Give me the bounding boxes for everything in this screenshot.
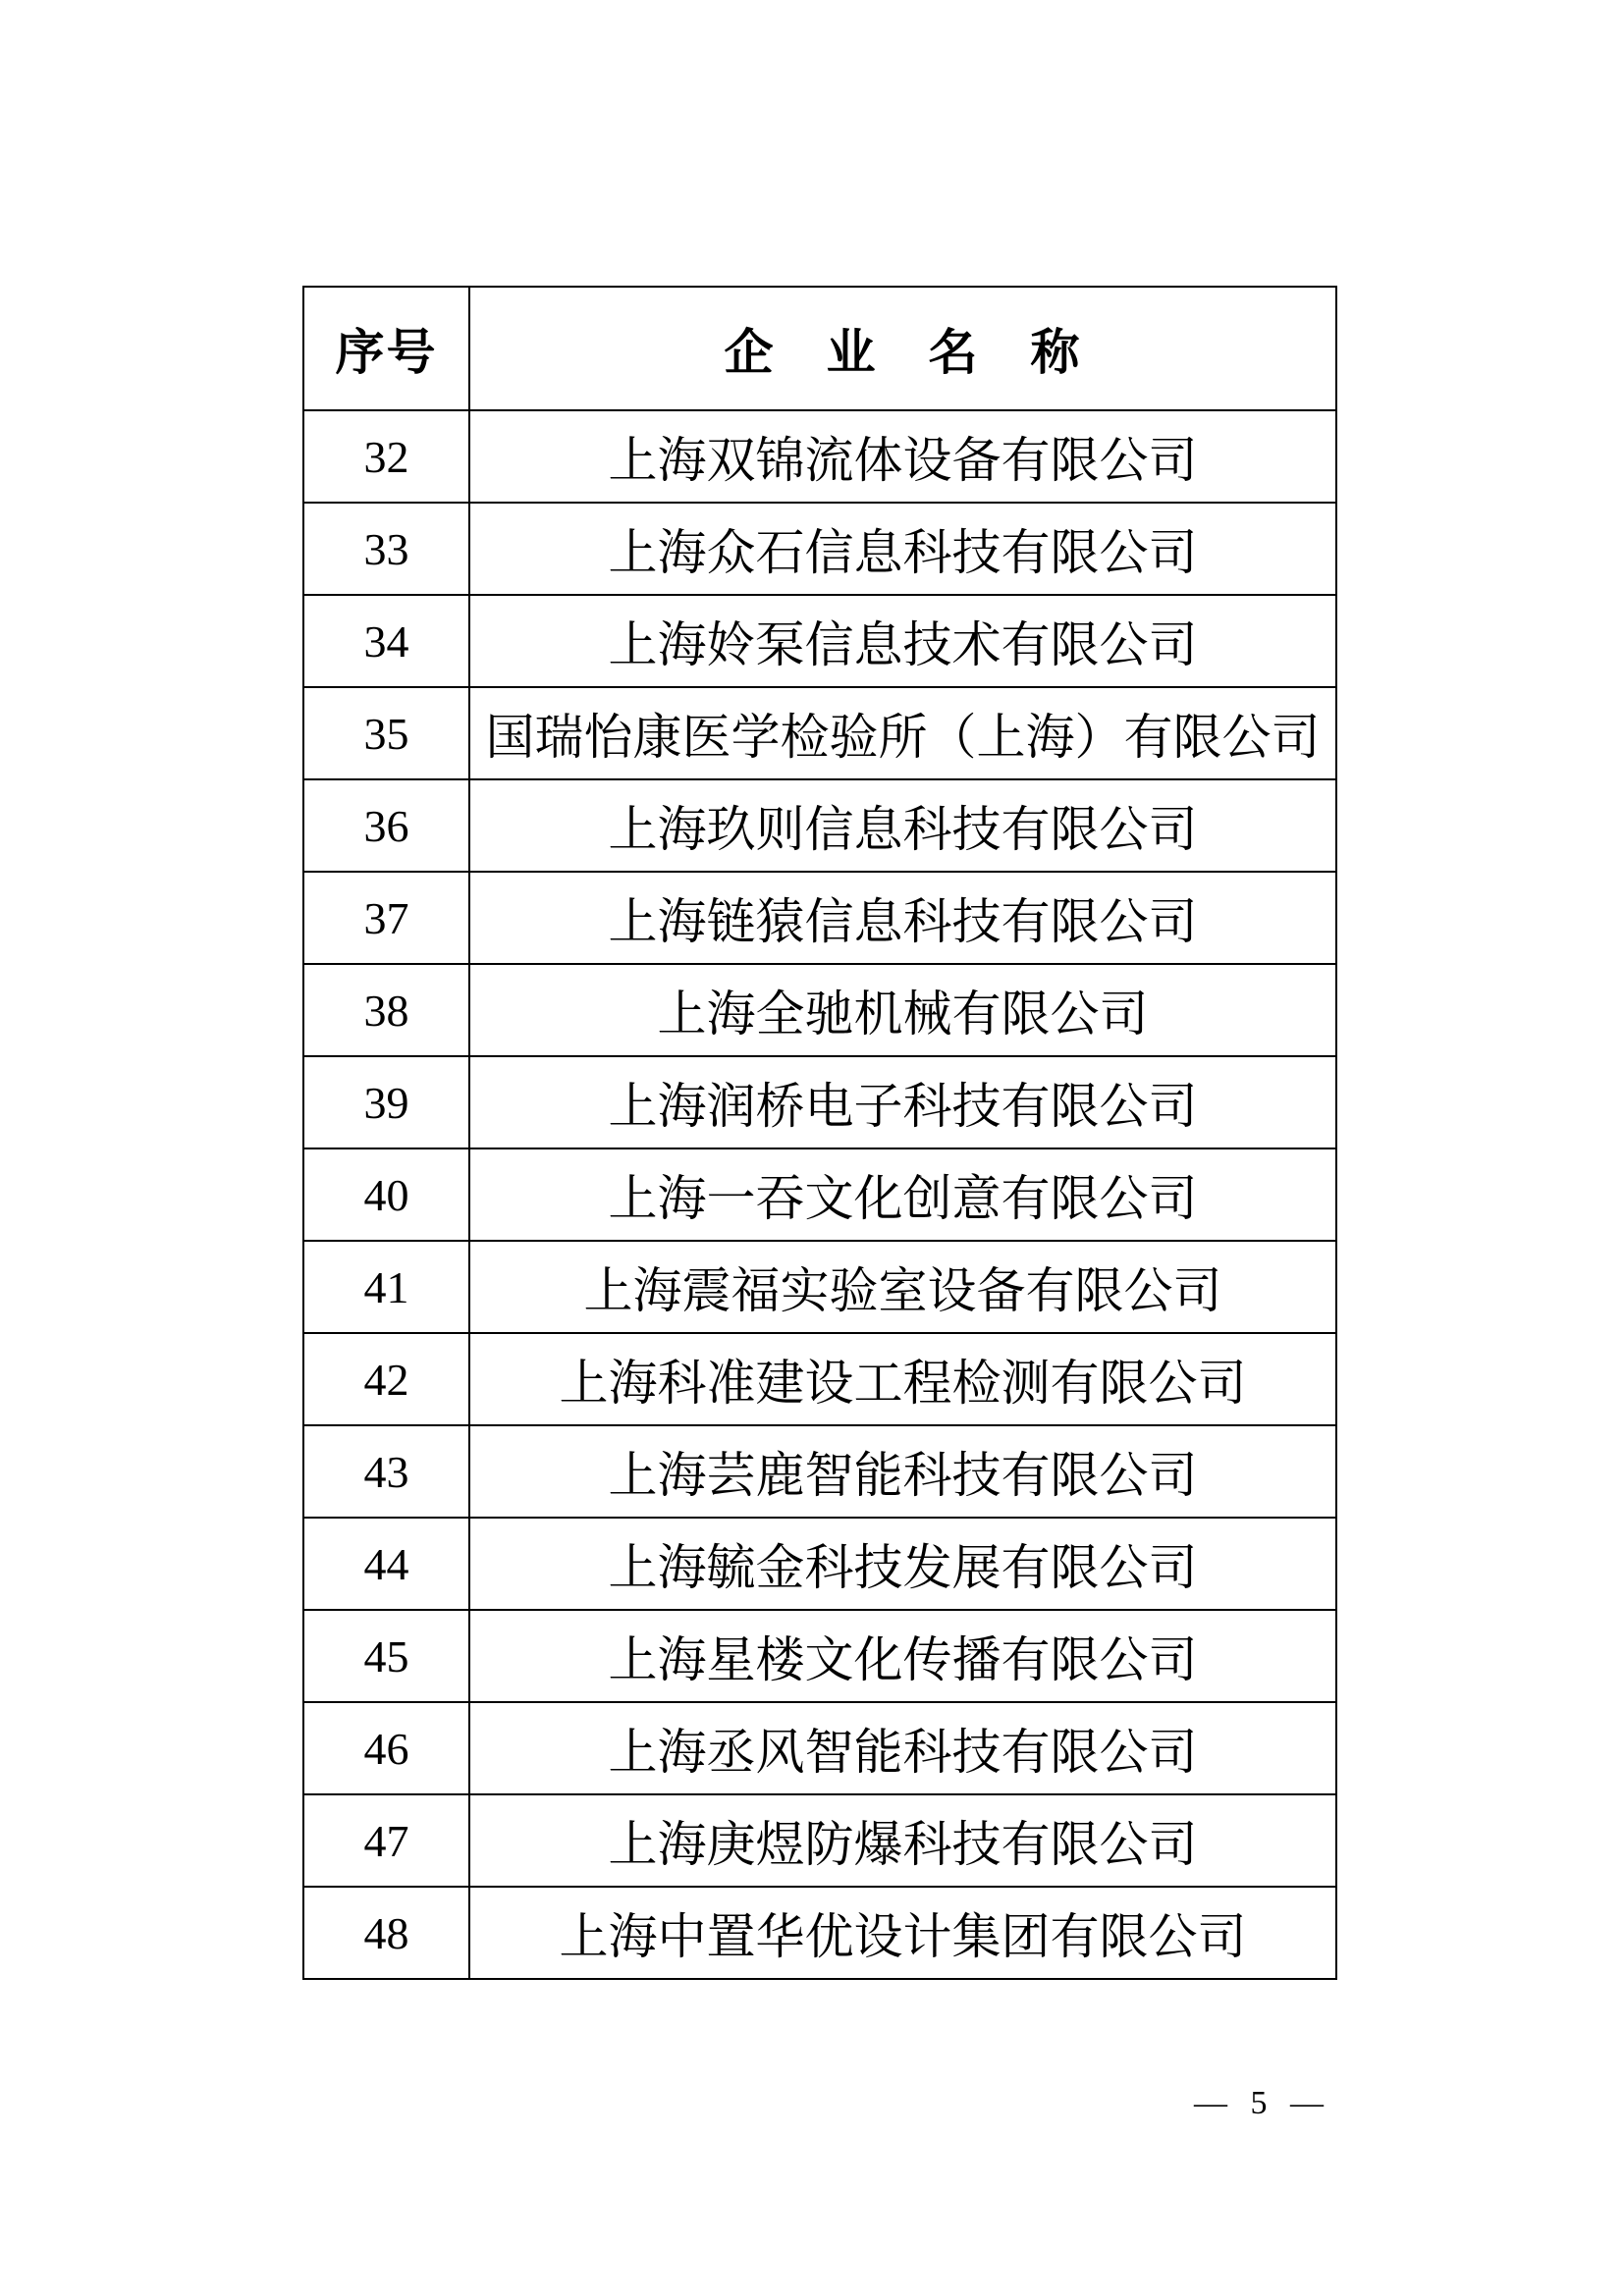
row-number-cell: 38 — [303, 964, 469, 1056]
table-row — [303, 1887, 1336, 1979]
company-name-cell: 上海玖则信息科技有限公司 — [469, 779, 1336, 872]
row-number-cell: 32 — [303, 410, 469, 503]
company-name-cell: 上海中置华优设计集团有限公司 — [469, 1887, 1336, 1979]
row-number-cell: 33 — [303, 503, 469, 595]
company-name-cell: 上海丞风智能科技有限公司 — [469, 1702, 1336, 1794]
row-number-cell: 40 — [303, 1148, 469, 1241]
row-number-cell: 43 — [303, 1425, 469, 1518]
footer-page-number: 5 — [1250, 2085, 1268, 2121]
company-name-cell: 上海全驰机械有限公司 — [469, 964, 1336, 1056]
company-name-cell: 上海一吞文化创意有限公司 — [469, 1148, 1336, 1241]
header-company-name: 企 业 名 称 — [469, 287, 1336, 410]
table-row — [303, 1148, 1336, 1241]
row-number-cell: 42 — [303, 1333, 469, 1425]
table-row — [303, 1056, 1336, 1148]
company-name-cell: 上海姈䂞信息技术有限公司 — [469, 595, 1336, 687]
company-name-cell: 上海链猿信息科技有限公司 — [469, 872, 1336, 964]
table-row — [303, 595, 1336, 687]
company-name-cell: 上海震福实验室设备有限公司 — [469, 1241, 1336, 1333]
table-row — [303, 1241, 1336, 1333]
table-row — [303, 779, 1336, 872]
table-row — [303, 1702, 1336, 1794]
table-row — [303, 1794, 1336, 1887]
row-number-cell: 48 — [303, 1887, 469, 1979]
company-name-cell: 上海庚煜防爆科技有限公司 — [469, 1794, 1336, 1887]
table-header-row — [303, 287, 1336, 410]
row-number-cell: 46 — [303, 1702, 469, 1794]
table-row — [303, 1333, 1336, 1425]
row-number-cell: 41 — [303, 1241, 469, 1333]
row-number-cell: 45 — [303, 1610, 469, 1702]
company-name-cell: 上海科准建设工程检测有限公司 — [469, 1333, 1336, 1425]
company-name-cell: 上海双锦流体设备有限公司 — [469, 410, 1336, 503]
company-name-cell: 上海众石信息科技有限公司 — [469, 503, 1336, 595]
company-name-cell: 上海星楼文化传播有限公司 — [469, 1610, 1336, 1702]
table-row — [303, 1610, 1336, 1702]
table-row — [303, 1518, 1336, 1610]
row-number-cell: 44 — [303, 1518, 469, 1610]
row-number-cell: 35 — [303, 687, 469, 779]
table-row — [303, 410, 1336, 503]
company-name-cell: 国瑞怡康医学检验所（上海）有限公司 — [469, 687, 1336, 779]
company-name-cell: 上海毓金科技发展有限公司 — [469, 1518, 1336, 1610]
company-name-cell: 上海润桥电子科技有限公司 — [469, 1056, 1336, 1148]
page-footer — [1194, 2087, 1324, 2120]
footer-dash-left: — — [1194, 2085, 1227, 2121]
table-body — [303, 410, 1336, 1979]
company-name-cell: 上海芸鹿智能科技有限公司 — [469, 1425, 1336, 1518]
row-number-cell: 47 — [303, 1794, 469, 1887]
footer-dash-right: — — [1290, 2085, 1324, 2121]
row-number-cell: 39 — [303, 1056, 469, 1148]
table-row — [303, 1425, 1336, 1518]
table-row — [303, 964, 1336, 1056]
row-number-cell: 36 — [303, 779, 469, 872]
company-list-table — [302, 286, 1337, 1980]
table-row — [303, 503, 1336, 595]
row-number-cell: 34 — [303, 595, 469, 687]
row-number-cell: 37 — [303, 872, 469, 964]
table-row — [303, 687, 1336, 779]
table-row — [303, 872, 1336, 964]
header-serial-number: 序号 — [303, 287, 469, 410]
